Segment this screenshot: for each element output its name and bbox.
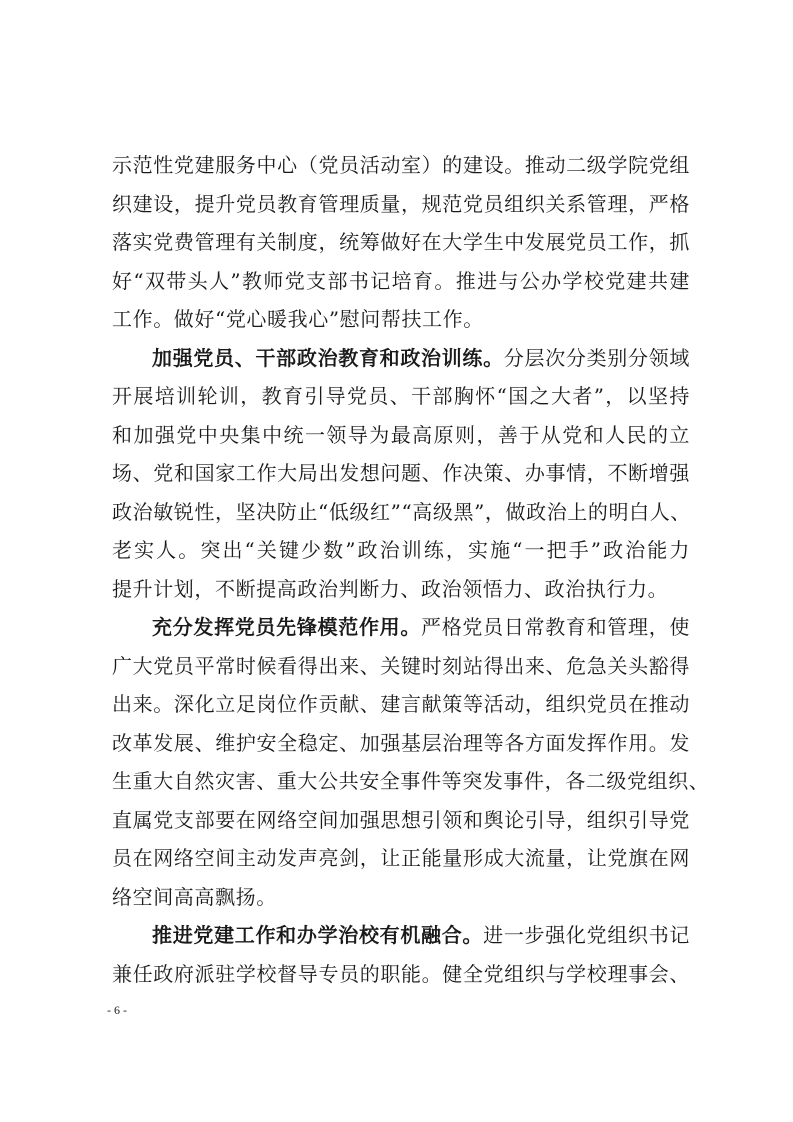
- text-line: 广大党员平常时候看得出来、关键时刻站得出来、危急关头豁得: [112, 653, 690, 678]
- text-run: 进一步强化党组织书记: [483, 923, 691, 947]
- text-line: 好“双带头人”教师党支部书记培育。推进与公办学校党建共建: [112, 268, 690, 293]
- text-line: 络空间高高飘扬。: [112, 884, 277, 909]
- paragraph-heading: 加强党员、干部政治教育和政治训练。: [152, 345, 504, 370]
- text-line: 直属党支部要在网络空间加强思想引领和舆论引导，组织引导党: [112, 807, 690, 832]
- paragraph-first-line: [112, 608, 690, 647]
- text-run: 分层次分类别分领域: [503, 345, 690, 370]
- text-line: 员在网络空间主动发声亮剑，让正能量形成大流量，让党旗在网: [112, 846, 690, 870]
- paragraph-heading: 推进党建工作和办学治校有机融合。: [152, 923, 484, 947]
- text-line: 生重大自然灾害、重大公共安全事件等突发事件，各二级党组织、: [112, 769, 710, 793]
- text-line: 改革发展、维护安全稳定、加强基层治理等各方面发挥作用。发: [112, 730, 690, 755]
- text-line: 和加强党中央集中统一领导为最高原则，善于从党和人民的立: [112, 422, 690, 447]
- page-number: - 6 -: [107, 1003, 127, 1017]
- paragraph-first-line: [112, 916, 690, 955]
- paragraph-heading: 充分发挥党员先锋模范作用。: [152, 615, 422, 639]
- text-line: 政治敏锐性，坚决防止“低级红”“高级黑”，做政治上的明白人、: [112, 499, 691, 524]
- text-line: 老实人。突出“关键少数”政治训练，实施“一把手”政治能力: [112, 538, 690, 562]
- paragraph-first-line: [112, 339, 690, 378]
- text-line: 织建设，提升党员教育管理质量，规范党员组织关系管理，严格: [112, 191, 690, 216]
- text-line: 落实党费管理有关制度，统筹做好在大学生中发展党员工作，抓: [112, 230, 690, 254]
- text-line: 开展培训轮训，教育引导党员、干部胸怀“国之大者”，以坚持: [112, 384, 690, 408]
- text-line: 场、党和国家工作大局出发想问题、作决策、办事情，不断增强: [112, 461, 690, 485]
- text-line: 工作。做好“党心暖我心”慰问帮扶工作。: [112, 307, 484, 331]
- text-line: 兼任政府派驻学校督导专员的职能。健全党组织与学校理事会、: [112, 961, 690, 986]
- text-line: 示范性党建服务中心（党员活动室）的建设。推动二级学院党组: [112, 153, 690, 177]
- document-body: [112, 146, 710, 993]
- text-line: 提升计划，不断提高政治判断力、政治领悟力、政治执行力。: [112, 576, 669, 601]
- text-run: 严格党员日常教育和管理，使: [421, 615, 690, 639]
- text-line: 出来。深化立足岗位作贡献、建言献策等活动，组织党员在推动: [112, 692, 690, 716]
